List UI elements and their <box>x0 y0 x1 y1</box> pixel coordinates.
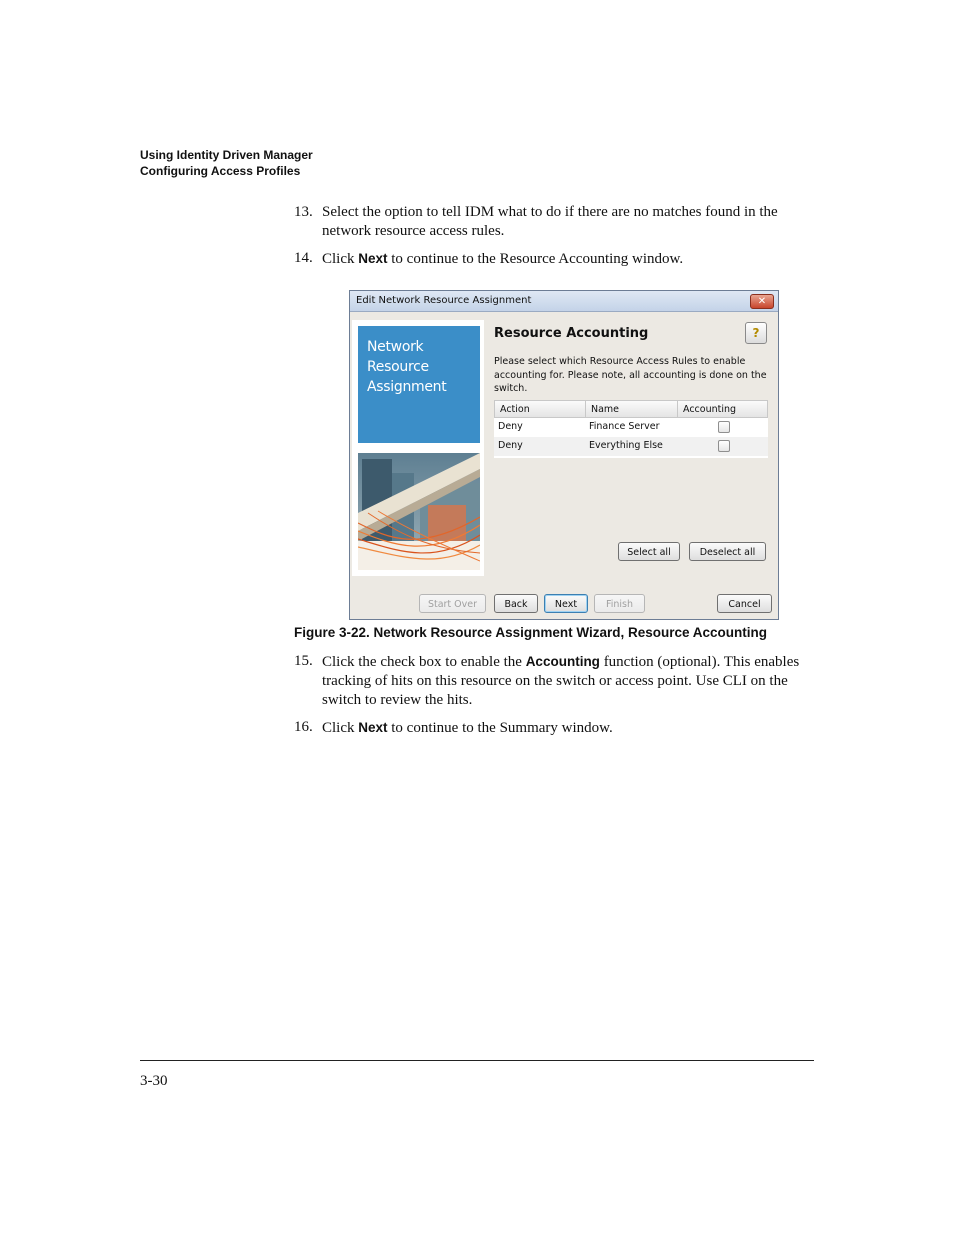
instructions-text: Please select which Resource Access Rules to enable accounting for. Please note, all accounting is done on the switch. <box>494 356 767 394</box>
wizard-title-panel <box>358 326 480 443</box>
step-text-before: Click the check box to enable the <box>322 654 526 670</box>
back-button[interactable]: Back <box>494 594 538 613</box>
illustration-image <box>358 453 480 570</box>
rules-table <box>494 400 768 458</box>
step-text-after: to continue to the Resource Accounting window. <box>387 251 684 267</box>
step-14 <box>294 249 814 269</box>
step-keyword: Accounting <box>525 654 600 669</box>
step-number: 16. <box>294 719 313 735</box>
wizard-illustration <box>358 453 480 570</box>
step-text <box>322 652 814 710</box>
step-15 <box>294 652 814 710</box>
table-header <box>494 400 768 418</box>
accounting-checkbox[interactable] <box>718 421 730 433</box>
step-number: 15. <box>294 653 313 669</box>
cancel-button[interactable]: Cancel <box>717 594 772 613</box>
cell-action: Deny <box>498 440 523 451</box>
step-text-after: to continue to the Summary window. <box>387 720 613 736</box>
column-header-name[interactable]: Name <box>591 404 620 415</box>
cell-name: Everything Else <box>589 440 663 451</box>
step-text-before: Click <box>322 720 359 736</box>
table-row[interactable] <box>494 437 768 456</box>
header-line-2: Configuring Access Profiles <box>140 164 301 178</box>
page-number: 3-30 <box>140 1073 168 1089</box>
step-text-before: Click <box>322 251 359 267</box>
title-bar[interactable] <box>350 291 778 312</box>
deselect-all-button[interactable]: Deselect all <box>689 542 766 561</box>
cell-name: Finance Server <box>589 421 660 432</box>
sidebar-title-line-1: Network <box>367 339 424 355</box>
dialog-title: Edit Network Resource Assignment <box>356 295 532 306</box>
step-text-after: function (optional). This enables tracking of hits on this resource on the switch or access point. Use CLI on the switch to review the hits. <box>322 654 800 708</box>
footer-rule <box>140 1060 814 1061</box>
column-header-action[interactable]: Action <box>500 404 530 415</box>
step-number: 14. <box>294 250 313 266</box>
step-text <box>322 249 814 269</box>
step-13 <box>294 203 814 241</box>
select-all-button[interactable]: Select all <box>618 542 680 561</box>
sidebar-title-line-2: Resource <box>367 359 429 375</box>
running-header <box>140 147 313 179</box>
start-over-button[interactable]: Start Over <box>419 594 486 613</box>
close-button[interactable] <box>750 294 774 309</box>
wizard-content <box>484 320 778 576</box>
step-number: 13. <box>294 204 313 220</box>
wizard-sidebar <box>352 320 484 576</box>
edit-network-resource-assignment-dialog <box>349 290 779 620</box>
cell-action: Deny <box>498 421 523 432</box>
step-16 <box>294 718 814 738</box>
step-keyword: Next <box>358 251 388 266</box>
close-icon: ✕ <box>757 296 767 307</box>
help-icon: ? <box>752 326 760 340</box>
header-line-1: Using Identity Driven Manager <box>140 148 313 162</box>
page-heading: Resource Accounting <box>494 326 649 341</box>
finish-button[interactable]: Finish <box>594 594 645 613</box>
accounting-checkbox[interactable] <box>718 440 730 452</box>
column-divider[interactable] <box>677 401 678 418</box>
table-row[interactable] <box>494 418 768 437</box>
figure-caption: Figure 3-22. Network Resource Assignment Wizard, Resource Accounting <box>294 625 767 640</box>
help-button[interactable] <box>745 322 767 344</box>
step-text: Select the option to tell IDM what to do if there are no matches found in the network resource access rules. <box>322 204 778 239</box>
column-header-accounting[interactable]: Accounting <box>683 404 737 415</box>
sidebar-title-line-3: Assignment <box>367 379 447 395</box>
next-button[interactable]: Next <box>544 594 588 613</box>
column-divider[interactable] <box>585 401 586 418</box>
step-text <box>322 718 814 738</box>
step-keyword: Next <box>358 720 388 735</box>
